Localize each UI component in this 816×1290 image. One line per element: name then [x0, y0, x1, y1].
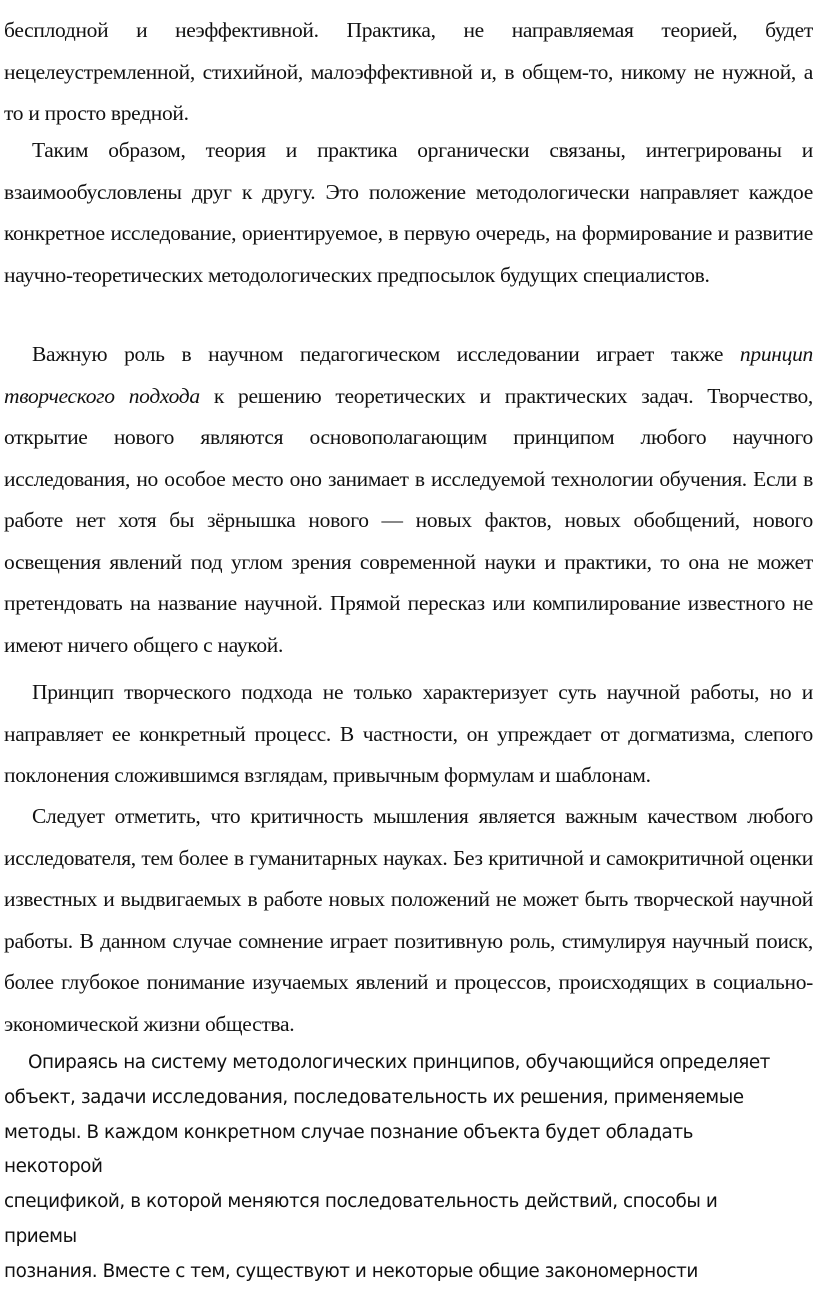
paragraph-3-rest-text: к решению теоретических и практических задач. Творчество, открытие нового являются основополагающим принципом любого научного исследования, но особое место оно занимает в исследуемой технологии обучения. Если в работе нет хотя бы зёрнышка нового — новых фактов, новых обобщений, нового освещения явлений под углом зрения современной науки и практики, то она не может претендовать на название научной. Прямой пересказ или компилирование известного не имеют ничего общего с наукой. [4, 383, 813, 657]
paragraph-6-line: методы. В каждом конкретном случае познание объекта будет обладать некоторой [4, 1121, 693, 1178]
paragraph-3-lead-text: Важную роль в научном педагогическом исследовании играет также [32, 342, 740, 366]
paragraph-5: Следует отметить, что критичность мышления является важным качеством любого исследователя, тем более в гуманитарных науках. Без критичной и самокритичной оценки известных и выдвигаемых в работе новых положений не может быть творческой научной работы. В данном случае сомнение играет позитивную роль, стимулируя научный поиск, более глубокое понимание изучаемых явлений и процессов, происходящих в социально-экономической жизни общества. [4, 804, 813, 1036]
paragraph-1: бесплодной и неэффективной. Практика, не направляемая теорией, будет нецелеустремленной, стихийной, малоэффективной и, в общем-то, никому не нужной, а то и просто вредной. [4, 18, 813, 125]
paragraph-6-line: Опираясь на систему методологических принципов, обучающийся определяет [28, 1052, 770, 1073]
paragraph-6-line: объект, задачи исследования, последовательность их решения, применяемые [4, 1086, 744, 1108]
paragraph-6-line: спецификой, в которой меняются последовательность действий, способы и приемы [4, 1191, 718, 1247]
paragraph-6 [0, 1046, 790, 1290]
paragraph-4: Принцип творческого подхода не только характеризует суть научной работы, но и направляет ее конкретный процесс. В частности, он упреждает от догматизма, слепого поклонения сложившимся взглядам, привычным формулам и шаблонам. [4, 680, 813, 787]
paragraph-6-line: познания. Вместе с тем, существуют и некоторые общие закономерности [4, 1260, 698, 1282]
paragraph-3-italic-term: принцип творческого подхода [4, 342, 813, 408]
paragraph-3 [0, 334, 816, 666]
paragraph-2: Таким образом, теория и практика органически связаны, интегрированы и взаимообусловлены друг к другу. Это положение методологически направляет каждое конкретное исследование, ориентируемое, в первую очередь, на формирование и развитие научно-теоретических методологических предпосылок будущих специалистов. [4, 138, 813, 287]
